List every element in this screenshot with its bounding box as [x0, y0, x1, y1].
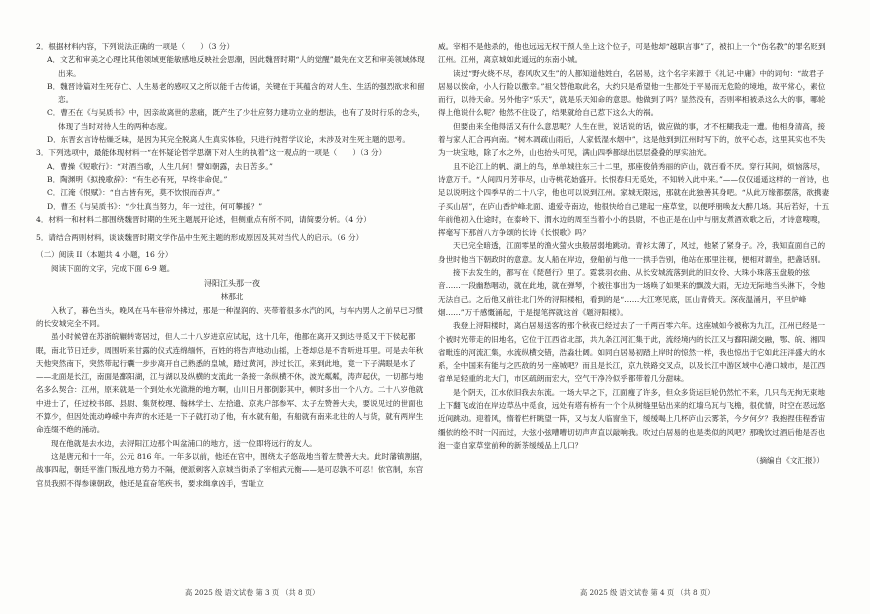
q2-option-d: D．东晋玄言诗枯燥乏味，是因为其完全脱离人生真实体验，只进行纯哲学议论，未涉及对生死主题的思考。 [47, 135, 410, 145]
reading-instruction: 阅读下面的文字，完成下面 6-9 题。 [51, 263, 175, 273]
article-paragraph: 虽小时候曾在苏浙皖辗转寄居过，但人二十八岁进京应试起，这十几年，他都在离开又到达寻觅又干下侯起都眠，南北节日迁步，周围听来甘露的仪式连绵缅怀，百姓的将告声地动山摇，上苍却总是不肯听进耳里。可是去年秋天他突然南下，突然带起行囊一步步离开自己熟悉的皇城，踏过黄河，涉过长江，来到此地，竟一下子满眼是水了——北面是长江，南面是鄱阳湖，江与湖以及纵横的支流此一条接一条纵横不休，波光粼粼，涛声起伏，一切都与地名多么契合：江州，原来就是一个到处水光潋滟的地方啊，山川日月都倒影其中，顿时多出一个八方。二十八岁他就中进士了，任过校书郎、县尉、集贤校理、翰林学士、左拾遗、京兆户部参军、太子左赞善大夫，要说见过的世面也不算少，但因处流动峥嵘中奔声的水还是一下子就打动了他，有水就有船，有船就有南来北往的人与货，就有两岸生命连缀不绝的涌动。 [36, 332, 424, 435]
page-footer-left: 高 2025 级 语文试卷 第 3 页 （共 8 页） [185, 588, 320, 597]
q3-option-a: A．曹操《短歌行》：“对酒当歌，人生几何！譬如朝露，去日苦多。” [47, 161, 273, 171]
article-paragraph: 我登上浔阳楼时，离白居易送客的那个秋夜已经过去了一千两百零六年。这座城如今被称为九江，江州已经是一个被时光带走的旧地名，它位于江西省北部，共九条江河汇集于此，流经境内的长江又与鄱阳湖交融，鄂、皖、湘四省毗连的河流汇集，水流纵横交错，浩淼壮阔。如同白居易初踏上岸时的惊然一样，我也惊出于它如此汪洋盛大的水系，全中国来有能与之匹敌的另一座城吧？而且是长江，京九铁路交叉点，以及长江中游区域中心港口城市，是江西省单足轻重的北大门，市区疏朗而宏大，空气干净冷似乎都带着几分甜味。 [438, 321, 826, 384]
left-column [36, 40, 428, 490]
q4-stem: 4．材料一和材料二都围绕魏晋时期的生死主题展开论述，但侧重点有所不同，请简要分析。（4 分） [36, 214, 371, 224]
article-paragraph: 是个阴天，江水依旧我去东流。一场大早之下，江面瘦了许多，但众多货运巨轮仍然忙不来，几只鸟无拘无束地上下翻飞或泊在岸边草丛中觅食，远处有塔有桥有一个个从树缝里钻出来的红墙乌瓦与飞檐，很优情，时空在恶远悠近间跳动。迎着风，惰着栏杆眺望一阵，又与友人临窗坐下，缓缓喝上几杯庐山云雾茶，今夕何夕？我抱捏佳程香宙缰依的绘不时一闪而过，大弦小弦嘈嘈切切声声直以敲响我。吹过白居易的也是类似的风吧？那晚饮过酒后他是否也泡一壶自家草堂前种的新茶缓缓品上几口？ [438, 387, 826, 450]
section-heading: （二）阅读 II（本题共 4 小题，16 分） [36, 250, 173, 260]
article-paragraph: 现在他就是去水边，去浔阳江边那个叫盆浦口的地方，送一位即将远行的友人。 [51, 438, 317, 448]
article-paragraph: 接下去发生的，都写在《琵琶行》里了。霓裳羽衣曲、从长安城流落到此的旧女伶、大珠小珠落玉盘般的弦音……一段幽愁咽动，就在此地，就在弹琴，个被往事出为一场唤了如果来的飘泼大雨，无边无际地当头淋下，令他无法自己。之后他又前往北门外的浔阳楼相，看到的是“……大江寒见底，匡山青倚天。深夜温涌月，平旦炉峰烟……”万千感慨涌起，于是提笔挥就这首《题浔阳楼》。 [438, 268, 826, 317]
article-paragraph: 入秋了，暮色当头，晚风在马车巷帘外拂过，那是一种湿润的、夹带着很多水汽的风，与车内男人之前早已习惯的长安城完全不同。 [36, 305, 424, 328]
article-paragraph: 且不论江上的帆、湖上的鸟，单单城往东三十二里，那座俊俏秀丽的庐山，就百看不厌。穿行其间，烦恼落尽，诗意万千。“人间四月芳菲尽，山寺桃花始盛开。长恨春归无觅处，不知转入此中来。”——仅仅遥遥这样的一首诗，也足以说明这个四季早的二十八字，他也可以说到江州。家城无限远，那就在此独善其身吧。“从此万缘都摆落，欲携妻子买山居”，在庐山香炉峰北面、遗爱寺南边，他很快给自己建起一座草堂，以便呼朋唤友大醉几场。其后若好，十五年前他初入仕途时，在泰岭下、渭水边的周至当着小小的县尉，不也正是在山中与朋友煮酒欢歌之后，才诗意嗖嗖，挥毫写下那首八方争颂的长诗《长恨歌》吗？ [438, 161, 830, 238]
article-author: 林那北 [220, 292, 244, 302]
article-paragraph: 威。宰相不是他杀的，他也远远无权干预人坐上这个位子，可是他却“越职言事”了，被扣上一个“伤名教”的罪名贬到江州。江州，离京城如此遥远的东南小城。 [438, 42, 826, 65]
q3-stem: 3．下列选项中，最能体现材料一“在怀疑论哲学思潮下对人生的执着”这一观点的一项是（ ）（3 分） [36, 148, 387, 158]
q3-option-c: C．江淹《恨赋》：“自古皆有死，莫不饮恨而吞声。” [47, 188, 221, 198]
q2-stem: 2．根据材料内容，下列说法正确的一项是（ ）（3 分） [36, 42, 235, 51]
q3-option-b: B．陶渊明《拟挽歌辞》：“有生必有死，早终非命促。” [47, 174, 228, 184]
q5-stem: 5．请结合两则材料，谈谈魏晋时期文学作品中生死主题的形成原因及其对当代人的启示。（6 分） [36, 233, 364, 243]
page-footer-right: 高 2025 级 语文试卷 第 4 页 （共 8 页） [580, 588, 715, 597]
q2-option-c: C．曹丕在《与吴质书》中，因亲故离世的悲痛，既产生了少壮应努力建功立业的想法，也有了及时行乐的念头，体现了当时对待人生的两种态度。 [47, 108, 425, 131]
q2-option-a: A．文艺和审美之心理比其他领域更能敏感地反映社会思潮，因此魏晋时期“人的觉醒”最先在文艺和审美领域体现出来。 [47, 55, 425, 78]
q3-option-d: D．曹丕《与吴质书》：“少壮真当努力，年一过往，何可攀援？” [47, 201, 263, 211]
article-title: 浔阳江头那一夜 [204, 279, 260, 289]
article-paragraph: 天已完全暗透，江面零星的渔火萤火虫般居弱地跳动。青衫太薄了，风过，他紧了紧身子。冷，我知直面自己的身世时他当下朝政时的意意。友人船在岸边，登船前与他一一拱手告别，他站在那里注视，便相对谓坐，把盏话别。 [438, 241, 826, 264]
right-column [438, 40, 830, 468]
article-paragraph: 读过“野火烧不尽，春风吹又生”的人都知道他姓白，名居易，这个名字来源于《礼记·中庸》中的词句：“故君子居易以俟命，小人行险以徼幸。”祖父替他取此名，大约只是希望他一生都处于平易而无危险的境地，故平常心，素位而行，以待天命。另外他字“乐天”，就是乐天知命的意思。他做到了吗？显然没有，否则率相被杀这么大的事，哪轮得上他说什么呢？他然不住设了，结果就给自己惹下这么大的祸。 [438, 68, 826, 118]
q2-option-b: B．魏晋诗篇对生死存亡、人生易老的感叹又之所以能千古传诵，关键在于其蕴含的对人生、生活的强烈欲求和留恋。 [47, 81, 425, 105]
article-source: （摘编自《文汇报》） [751, 456, 824, 466]
article-paragraph: 但要由来全他得活又有什么意思呢？人生在世，说话说的话，做应做的事，才不枉糊我走一遭。他相身清高，接着与家人汇合再向南。“树木凋疏山雨后，人家低湿水烟中”，这是他到到江州时写下的，放平心态，这里其实也不失为一块宝地，除了水之外，山也抬头可见，满山四季都绿出层层叠叠的厚实油光。 [438, 121, 826, 158]
article-paragraph: 这是唐元和十一年，公元 816 年。一年多以前，他还在官中，围绕太子悠哉地当着左赞善大夫。此时藩镇割据，战事四起，朝廷平淮门叛乱地方势力不隔，便派刺客入京城当街杀了宰相武元衡——是可忍孰不可忍！依官制，东宫官员我照不得参谏朝政，他还是直奋笔疾书，要求缉拿凶手，雪耻立 [36, 451, 428, 488]
